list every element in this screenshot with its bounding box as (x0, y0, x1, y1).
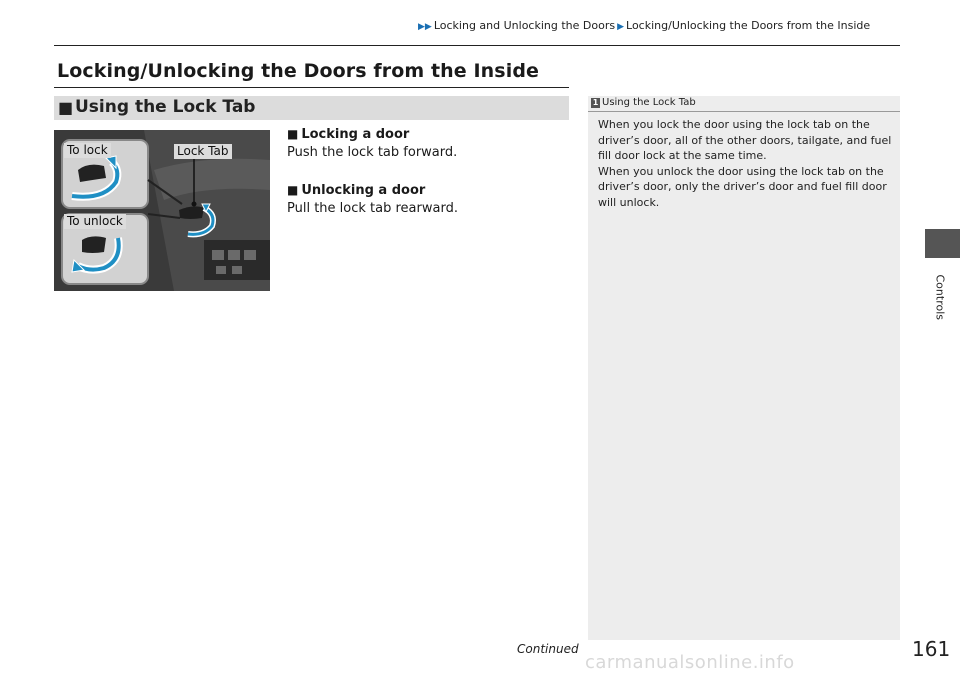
watermark: carmanualsonline.info (585, 652, 795, 673)
arrow-icon: ▶ (617, 22, 625, 32)
section-title: Using the Lock Tab (75, 97, 256, 117)
continued-label: Continued (517, 642, 579, 656)
unlocking-heading: Unlocking a door (301, 183, 426, 198)
locking-heading: Locking a door (301, 127, 410, 142)
note-line: driver’s door, only the driver’s door and fuel fill door (598, 180, 887, 193)
to-unlock-label: To unlock (64, 214, 126, 229)
header-rule (54, 45, 900, 46)
page-number: 161 (912, 637, 951, 661)
to-lock-label: To lock (64, 143, 111, 158)
note-icon: 1 (592, 98, 599, 107)
lock-tab-label: Lock Tab (174, 144, 232, 159)
locking-instruction (287, 127, 457, 160)
lock-tab-illustration (54, 130, 270, 291)
side-note (588, 96, 900, 640)
note-line: driver’s door, all of the other doors, tailgate, and fuel (598, 133, 892, 147)
note-header (588, 96, 900, 112)
page-title: Locking/Unlocking the Doors from the Inside (57, 60, 540, 82)
locking-text: Push the lock tab forward. (287, 145, 458, 160)
note-body (598, 117, 892, 210)
square-bullet-icon: ■ (287, 183, 299, 197)
section-header (54, 96, 569, 120)
unlocking-instruction (287, 183, 458, 216)
chapter-tab-label[interactable]: Controls (933, 274, 947, 320)
square-bullet-icon: ■ (287, 127, 299, 141)
breadcrumb-item-1[interactable]: Locking and Unlocking the Doors (433, 19, 616, 32)
unlocking-text: Pull the lock tab rearward. (287, 201, 458, 216)
note-line: fill door lock at the same time. (598, 149, 767, 162)
note-line: will unlock. (598, 195, 660, 209)
note-line: When you lock the door using the lock tab on the (598, 118, 870, 131)
chapter-tab[interactable] (925, 229, 960, 258)
breadcrumb-item-2[interactable]: Locking/Unlocking the Doors from the Inside (626, 19, 871, 32)
note-line: When you unlock the door using the lock tab on the (598, 164, 884, 178)
square-bullet-icon: ■ (58, 98, 74, 117)
breadcrumb (418, 19, 900, 32)
note-title: Using the Lock Tab (602, 97, 696, 108)
title-rule (54, 87, 569, 88)
arrow-icon: ▶▶ (418, 22, 432, 32)
